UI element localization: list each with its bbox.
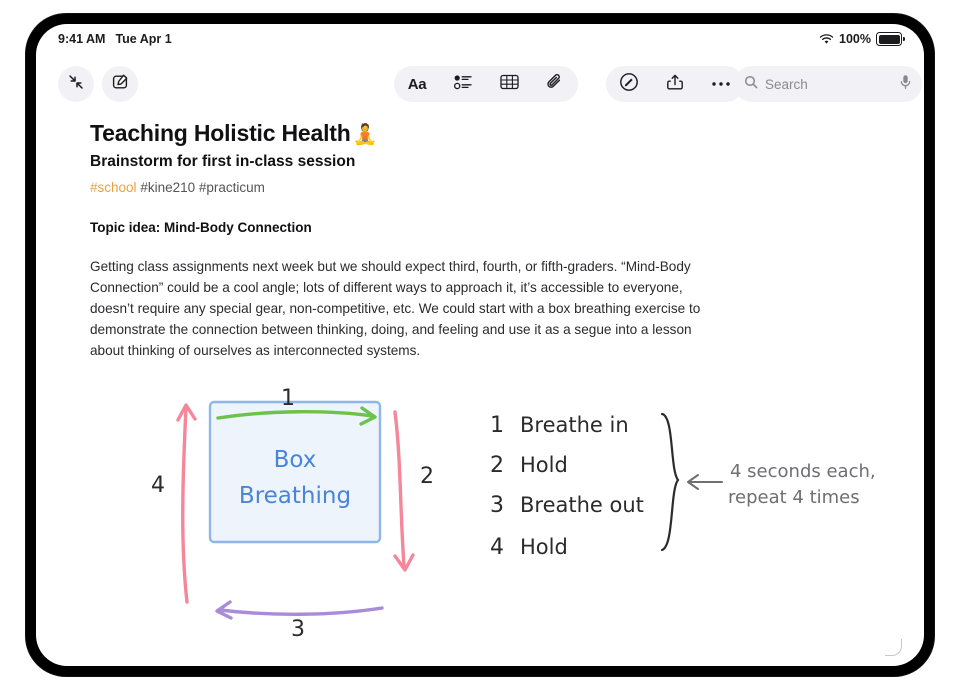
step-1-number: 1: [490, 413, 504, 438]
arrow-top-label: 1: [281, 386, 295, 411]
search-input[interactable]: Search: [765, 76, 808, 92]
arrow-right: [395, 412, 413, 570]
box-label-line1: Box: [273, 447, 317, 473]
arrow-left: [178, 405, 195, 602]
annotation-line-1: 4 seconds each,: [730, 461, 876, 482]
arrow-left-label: 4: [151, 473, 165, 498]
step-4-number: 4: [490, 535, 504, 560]
annotation-arrow: [688, 475, 722, 489]
step-2-number: 2: [490, 453, 504, 478]
note-subtitle: Brainstorm for first in-class session: [90, 153, 356, 170]
checklist-button[interactable]: [440, 66, 486, 102]
tag-list: [90, 180, 870, 195]
status-bar-right: [819, 32, 902, 46]
page-title-emoji: 🧘: [352, 124, 378, 146]
annotation-line-2: repeat 4 times: [728, 487, 860, 508]
markup-button[interactable]: [606, 66, 652, 102]
search-field[interactable]: [734, 66, 922, 102]
markup-pen-circle-icon: [619, 72, 639, 97]
share-button[interactable]: [652, 66, 698, 102]
table-button[interactable]: [486, 66, 532, 102]
step-4-text: Hold: [520, 535, 568, 559]
tablet-device-frame: [26, 14, 934, 676]
page-title-text: Teaching Holistic Health: [90, 120, 351, 146]
step-2-text: Hold: [520, 453, 568, 477]
status-time: 9:41 AM: [58, 32, 106, 46]
status-bar: [36, 24, 924, 54]
tag-practicum[interactable]: #practicum: [198, 180, 265, 195]
compose-note-button[interactable]: [102, 66, 138, 102]
text-format-button[interactable]: [394, 66, 440, 102]
steps-brace: [662, 414, 678, 550]
step-1-text: Breathe in: [520, 413, 629, 437]
page-title: [90, 120, 870, 147]
note-actions-group: [606, 66, 744, 102]
compose-pencil-icon: [111, 73, 129, 96]
handwritten-drawing: [90, 370, 880, 642]
paperclip-icon: [546, 73, 564, 96]
step-3-number: 3: [490, 493, 504, 518]
wifi-icon: [819, 34, 834, 45]
attachment-button[interactable]: [532, 66, 578, 102]
tablet-screen: [36, 24, 924, 666]
collapse-sidebar-button[interactable]: [58, 66, 94, 102]
share-icon: [666, 73, 684, 96]
topic-heading: Topic idea: Mind-Body Connection: [90, 220, 312, 235]
arrow-right-label: 2: [420, 464, 434, 489]
note-paragraph: Getting class assignments next week but we should expect third, fourth, or fifth-graders. “Mind-Body Connection” could be a cool angle; lots of different ways to approach it, it’s accessible to everyone, doesn’t require any special gear, non-competitive, etc. We could start with a box breathing exercise to demonstrate the connection between thinking, doing, and feeling and use it as a segue into a lesson about thinking of ourselves as interconnected systems.: [90, 259, 701, 359]
tag-school[interactable]: #school: [90, 180, 137, 195]
box-label-line2: Breathing: [238, 483, 352, 509]
status-bar-left: [58, 32, 172, 46]
arrow-bottom-label: 3: [291, 617, 305, 642]
note-toolbar: [36, 54, 924, 116]
tag-kine210[interactable]: #kine210: [140, 180, 196, 195]
search-icon: [744, 75, 758, 94]
status-date: Tue Apr 1: [115, 32, 172, 46]
formatting-toolbar-group: [394, 66, 578, 102]
checklist-icon: [454, 74, 473, 95]
microphone-icon[interactable]: [899, 74, 912, 95]
step-3-text: Breathe out: [520, 493, 644, 517]
battery-icon: [876, 32, 902, 46]
ellipsis-icon: [711, 75, 731, 93]
battery-percent-label: 100%: [839, 32, 871, 46]
table-icon: [500, 74, 519, 95]
text-format-label: Aa: [407, 75, 427, 93]
collapse-arrows-icon: [67, 73, 85, 96]
